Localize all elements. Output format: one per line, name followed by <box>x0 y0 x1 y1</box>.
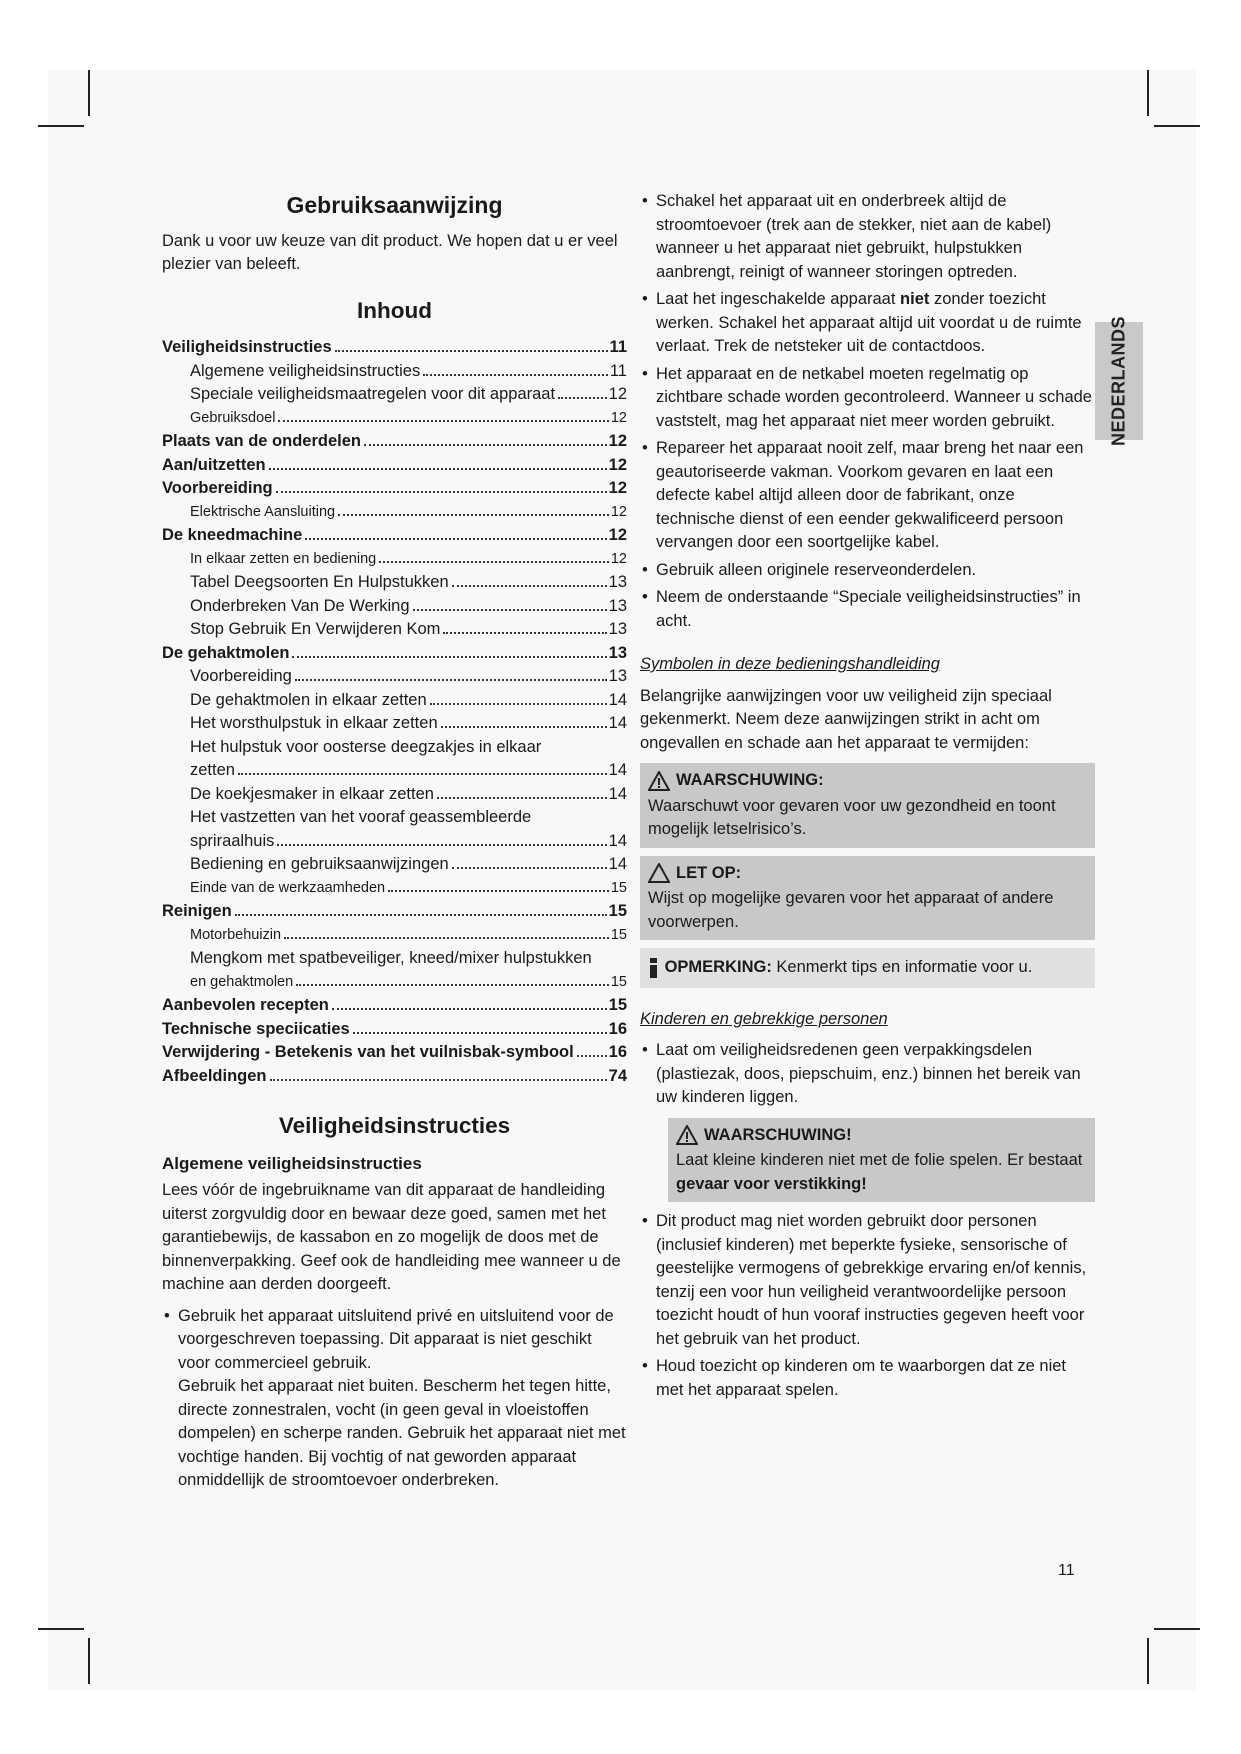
toc-entry-page: 13 <box>608 620 627 638</box>
list-item: • Schakel het apparaat uit en onderbreek altijd de stroomtoevoer (trek aan de stekker, niet aan de kabel) wanneer u het apparaat niet gebruikt, hulpstukken aanbrengt, reinigt of wanneer storingen optreden. <box>640 190 1095 284</box>
toc-leader <box>443 632 606 634</box>
toc-leader <box>270 1079 607 1081</box>
toc-entry[interactable] <box>162 689 627 713</box>
toc-entry-label: De gehaktmolen in elkaar zetten <box>190 690 427 709</box>
toc-title: Inhoud <box>357 297 432 323</box>
toc-leader <box>278 420 608 422</box>
children-list-2 <box>640 1210 1095 1402</box>
toc-entry-page: 12 <box>608 432 627 450</box>
toc-leader <box>437 797 607 799</box>
toc-entry-page: 14 <box>608 690 627 709</box>
list-item: • Dit product mag niet worden gebruikt door personen (inclusief kinderen) met beperkte fysieke, sensorische of geestelijke vermogens of gebrekkige ervaring en/of kennis, tenzij een voor hun veiligheid verantwoordelijke persoon toezicht houdt of hun vooraf instructies gegeven heeft voor het gebruik van het product. <box>640 1210 1095 1351</box>
crop-mark <box>1147 70 1149 116</box>
toc-leader <box>430 703 607 705</box>
toc-entry[interactable] <box>162 1018 627 1042</box>
toc-entry-page: 12 <box>608 479 627 497</box>
toc-entry-page: 13 <box>608 643 627 662</box>
warning-box <box>640 763 1095 848</box>
intro-text: Dank u voor uw keuze van dit product. We hopen dat u er veel plezier van beleeft. <box>162 231 618 273</box>
manual-title: Gebruiksaanwijzing <box>286 192 503 218</box>
toc-entry-label: en gehaktmolen <box>190 973 294 990</box>
warning-text: Laat kleine kinderen niet met de folie spelen. Er bestaat <box>676 1151 1083 1169</box>
bullet-text: Gebruik het apparaat uitsluitend privé en uitsluitend voor de voorgeschreven toepassing. Dit apparaat is niet geschikt voor commercieel gebruik. <box>178 1306 614 1372</box>
crop-mark <box>38 1628 84 1630</box>
crop-mark <box>1154 1628 1200 1630</box>
toc-leader <box>305 538 606 540</box>
list-item <box>640 288 1095 359</box>
toc-entry-page: 13 <box>608 667 627 685</box>
safety-list <box>640 190 1095 633</box>
toc-leader <box>388 890 609 892</box>
general-safety-text: Lees vóór de ingebruikname van dit apparaat de handleiding uiterst zorgvuldig door en bewaar deze goed, samen met het garantiebewijs, de kassabon en zo mogelijk de doos met de binnenverpakking. Geef ook de handleiding mee wanneer u de machine aan derden doorgeeft. <box>162 1181 621 1293</box>
toc-entry[interactable] <box>162 501 627 525</box>
table-of-contents <box>162 336 627 1088</box>
left-column <box>162 190 627 1499</box>
crop-mark <box>38 125 84 127</box>
right-column <box>640 190 1095 1408</box>
list-item: • Het apparaat en de netkabel moeten regelmatig op zichtbare schade worden gecontroleerd. Wanneer u schade vaststelt, mag het apparaat niet meer worden gebruikt. <box>640 363 1095 434</box>
warning-label: WAARSCHUWING! <box>704 1125 852 1144</box>
symbols-heading: Symbolen in deze bedieningshandleiding <box>640 655 940 673</box>
toc-leader <box>338 514 609 516</box>
toc-entry-page: 16 <box>608 1043 627 1061</box>
toc-entry-label: De koekjesmaker in elkaar zetten <box>190 784 434 803</box>
toc-leader <box>235 914 607 916</box>
toc-entry-page: 12 <box>610 503 627 520</box>
warning-bold-text: gevaar voor verstikking! <box>676 1174 867 1193</box>
toc-entry-label: Veiligheidsinstructies <box>162 338 332 356</box>
toc-leader <box>332 1008 607 1010</box>
toc-entry-label: Algemene veiligheidsinstructies <box>190 361 421 380</box>
toc-leader <box>558 397 607 399</box>
toc-entry-page: 16 <box>608 1019 627 1038</box>
toc-entry[interactable] <box>162 1041 627 1065</box>
toc-leader <box>269 468 607 470</box>
toc-entry[interactable] <box>162 736 627 760</box>
toc-leader <box>452 585 607 587</box>
caution-label: LET OP: <box>676 863 742 882</box>
toc-entry-label: Technische speciicaties <box>162 1019 350 1038</box>
list-item: • Gebruik alleen originele reserveonderdelen. <box>640 559 1095 583</box>
toc-entry-label: Stop Gebruik En Verwijderen Kom <box>190 620 441 638</box>
toc-leader <box>379 561 609 563</box>
toc-entry-label: Onderbreken Van De Werking <box>190 596 410 615</box>
text-segment: zonder toezicht werken. Schakel het apparaat altijd uit voordat u de ruimte verlaat. Trek de netsteker uit de contactdoos. <box>656 290 1082 355</box>
toc-entry-label: In elkaar zetten en bediening <box>190 550 377 567</box>
toc-entry-label: Plaats van de onderdelen <box>162 432 361 450</box>
toc-leader <box>276 491 607 493</box>
warning-label: WAARSCHUWING: <box>676 771 824 789</box>
toc-leader <box>277 844 606 846</box>
text-segment: Laat het ingeschakelde apparaat <box>656 290 901 308</box>
warning-text: Waarschuwt voor gevaren voor uw gezondheid en toont mogelijk letselrisico’s. <box>648 796 1056 838</box>
toc-entry[interactable] <box>162 477 627 501</box>
toc-entry-page: 14 <box>608 831 627 850</box>
toc-entry[interactable] <box>162 360 627 384</box>
toc-entry-label: Speciale veiligheidsmaatregelen voor dit apparaat <box>190 385 556 403</box>
general-safety-list <box>162 1305 627 1493</box>
caution-box <box>640 856 1095 941</box>
toc-entry-page: 12 <box>610 550 627 567</box>
toc-entry-page: 13 <box>608 573 627 591</box>
warning-triangle-icon <box>648 771 670 791</box>
toc-entry[interactable] <box>162 947 627 971</box>
crop-mark <box>88 70 90 116</box>
toc-entry[interactable] <box>162 924 627 948</box>
toc-entry[interactable] <box>162 407 627 431</box>
list-item: • Laat om veiligheidsredenen geen verpakkingsdelen (plastiezak, doos, piepschuim, enz.) binnen het bereik van uw kinderen liggen. <box>640 1039 1095 1110</box>
toc-entry[interactable] <box>162 430 627 454</box>
warning-triangle-icon <box>676 1125 698 1145</box>
crop-mark <box>1154 125 1200 127</box>
toc-entry[interactable] <box>162 618 627 642</box>
toc-entry[interactable] <box>162 853 627 877</box>
toc-entry[interactable] <box>162 336 627 360</box>
toc-entry-label: De gehaktmolen <box>162 643 290 662</box>
toc-entry-page: 14 <box>608 784 627 803</box>
list-item <box>162 1305 627 1493</box>
toc-entry-page: 11 <box>609 338 627 356</box>
toc-leader <box>238 773 607 775</box>
toc-entry-label: Reinigen <box>162 902 232 920</box>
toc-leader <box>413 609 607 611</box>
crop-mark <box>88 1638 90 1684</box>
toc-leader <box>577 1055 607 1057</box>
toc-entry[interactable] <box>162 830 627 854</box>
toc-entry[interactable] <box>162 571 627 595</box>
toc-entry-label: Gebruiksdoel <box>190 409 276 426</box>
toc-entry-label: Voorbereiding <box>190 667 292 685</box>
list-item: • Neem de onderstaande “Speciale veiligheidsinstructies” in acht. <box>640 586 1095 633</box>
toc-entry-label: Het hulpstuk voor oosterse deegzakjes in elkaar <box>190 737 542 756</box>
toc-entry[interactable] <box>162 548 627 572</box>
list-item: • Houd toezicht op kinderen om te waarborgen dat ze niet met het apparaat spelen. <box>640 1355 1095 1402</box>
toc-entry-label: Voorbereiding <box>162 479 273 497</box>
toc-entry-label: Aanbevolen recepten <box>162 996 329 1014</box>
crop-mark <box>1147 1638 1149 1684</box>
toc-leader <box>295 679 607 681</box>
toc-entry[interactable] <box>162 665 627 689</box>
toc-entry[interactable] <box>162 712 627 736</box>
toc-entry-label: De kneedmachine <box>162 526 303 544</box>
toc-entry-page: 15 <box>610 926 627 943</box>
language-tab <box>1095 315 1143 447</box>
children-heading: Kinderen en gebrekkige personen <box>640 1009 888 1028</box>
toc-entry-label: Elektrische Aansluiting <box>190 503 336 520</box>
toc-entry-label: Afbeeldingen <box>162 1066 267 1085</box>
toc-leader <box>423 374 608 376</box>
toc-entry[interactable] <box>162 971 627 995</box>
toc-entry-page: 12 <box>610 409 627 426</box>
caution-triangle-icon <box>648 863 670 883</box>
caution-text: Wijst op mogelijke gevaren voor het apparaat of andere voorwerpen. <box>648 889 1054 931</box>
toc-entry-label: Tabel Deegsoorten En Hulpstukken <box>190 573 449 591</box>
toc-leader <box>335 350 608 352</box>
toc-entry-page: 15 <box>610 879 627 896</box>
toc-leader <box>353 1032 607 1034</box>
toc-entry-page: 13 <box>608 596 627 615</box>
toc-entry-label: Het worsthulpstuk in elkaar zetten <box>190 714 438 732</box>
note-box <box>640 948 1095 988</box>
toc-entry-label: Verwijdering - Betekenis van het vuilnisbak-symbool <box>162 1043 574 1061</box>
toc-entry[interactable] <box>162 759 627 783</box>
toc-leader <box>441 726 607 728</box>
toc-entry[interactable] <box>162 524 627 548</box>
bold-text: niet <box>900 290 930 308</box>
toc-entry[interactable] <box>162 595 627 619</box>
toc-entry[interactable] <box>162 1065 627 1089</box>
toc-entry[interactable] <box>162 383 627 407</box>
toc-entry-label: spriraalhuis <box>190 831 275 850</box>
toc-entry-label: Motorbehuizin <box>190 926 282 943</box>
toc-entry-page: 14 <box>608 761 627 779</box>
toc-entry-page: 14 <box>608 714 627 732</box>
toc-entry-page: 15 <box>608 996 627 1014</box>
note-label: OPMERKING: <box>664 958 772 976</box>
toc-entry-page: 74 <box>608 1066 627 1085</box>
children-list <box>640 1039 1095 1110</box>
bullet-continuation: Gebruik het apparaat niet buiten. Bescherm het tegen hitte, directe zonnestralen, vocht (in geen geval in vloeistoffen dompelen) en scherpe randen. Gebruik het apparaat niet met vochtige handen. Bij vochtig of nat geworden apparaat onmiddellijk de stroomtoevoer onderbreken. <box>178 1377 626 1489</box>
toc-entry-page: 12 <box>608 526 627 544</box>
toc-entry-label: Aan/uitzetten <box>162 455 266 474</box>
toc-entry[interactable] <box>162 783 627 807</box>
toc-entry[interactable] <box>162 900 627 924</box>
toc-entry[interactable] <box>162 806 627 830</box>
warning-box-children <box>668 1118 1095 1203</box>
toc-leader <box>292 656 606 658</box>
toc-entry[interactable] <box>162 877 627 901</box>
toc-leader <box>296 984 609 986</box>
toc-entry-page: 12 <box>608 455 627 474</box>
info-icon <box>648 958 660 978</box>
toc-entry-label: Het vastzetten van het vooraf geassembleerde <box>190 808 532 826</box>
symbols-text: Belangrijke aanwijzingen voor uw veiligheid zijn speciaal gekenmerkt. Neem deze aanwijzingen strikt in acht om ongevallen en schade aan het apparaat te vermijden: <box>640 686 1052 752</box>
toc-leader <box>284 937 609 939</box>
page-number: 11 <box>1058 1562 1075 1579</box>
toc-entry[interactable] <box>162 642 627 666</box>
toc-leader <box>452 867 607 869</box>
safety-title: Veiligheidsinstructies <box>278 1113 511 1138</box>
toc-entry[interactable] <box>162 994 627 1018</box>
note-text: Kenmerkt tips en informatie voor u. <box>771 958 1033 976</box>
toc-entry-page: 15 <box>610 973 627 990</box>
toc-entry-label: Bediening en gebruiksaanwijzingen <box>190 855 449 873</box>
toc-entry-label: Mengkom met spatbeveiliger, kneed/mixer hulpstukken <box>190 949 592 967</box>
toc-entry-page: 14 <box>608 855 627 873</box>
list-item: • Repareer het apparaat nooit zelf, maar breng het naar een geautoriseerde vakman. Voorkom gevaren en laat een defecte kabel altijd alleen door de fabrikant, onze technische dienst of een eender gekwalificeerd persoon vervangen door een soortgelijke kabel. <box>640 437 1095 555</box>
toc-entry-page: 15 <box>608 902 627 920</box>
toc-entry-label: Einde van de werkzaamheden <box>190 879 386 896</box>
general-safety-heading: Algemene veiligheidsinstructies <box>162 1153 422 1173</box>
toc-entry-page: 12 <box>608 385 627 403</box>
toc-entry-label: zetten <box>190 761 235 779</box>
language-tab-label: NEDERLANDS <box>1108 315 1129 447</box>
toc-entry[interactable] <box>162 454 627 478</box>
toc-entry-page: 11 <box>609 361 627 380</box>
toc-leader <box>364 444 607 446</box>
